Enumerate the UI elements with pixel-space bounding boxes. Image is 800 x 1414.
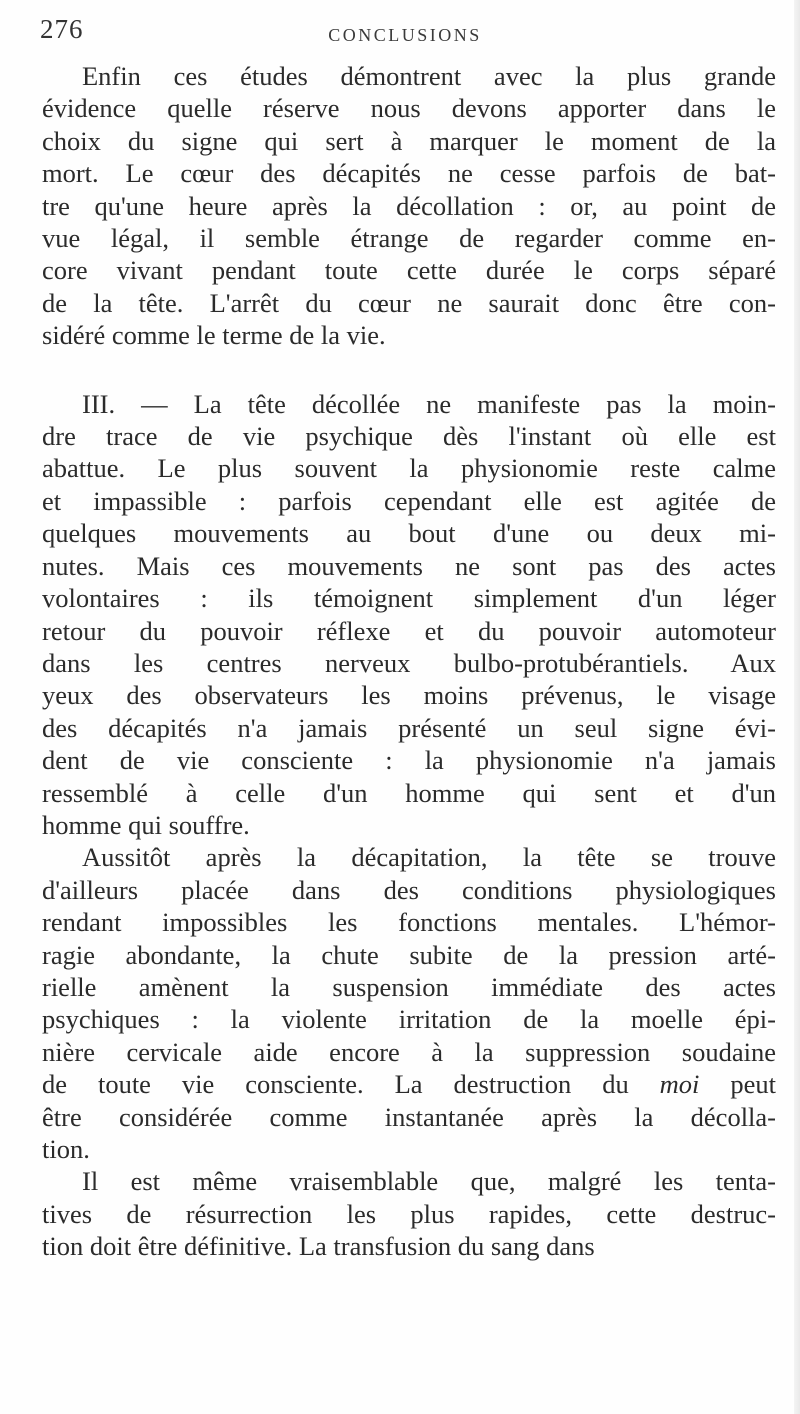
text-line: psychiques : la violente irritation de la moelle épi- xyxy=(42,1004,776,1035)
text-line: et impassible : parfois cependant elle est agitée de xyxy=(42,485,776,516)
page-edge xyxy=(794,0,800,1414)
text-line: sidéré comme le terme de la vie. xyxy=(42,320,386,351)
text-line: choix du signe qui sert à marquer le moment de la xyxy=(42,125,776,156)
text-line: Aussitôt après la décapitation, la tête se trouve xyxy=(82,842,776,873)
text-line: tion doit être définitive. La transfusion du sang dans xyxy=(42,1231,595,1262)
text-line: Il est même vraisemblable que, malgré les tenta- xyxy=(82,1166,776,1197)
text-line: homme qui souffre. xyxy=(42,809,250,840)
text-line: rendant impossibles les fonctions mentales. L'hémor- xyxy=(42,907,776,938)
page-number: 276 xyxy=(40,14,84,44)
text-line: tre qu'une heure après la décollation : or, au point de xyxy=(42,190,776,221)
text-line: III. — La tête décollée ne manifeste pas la moin- xyxy=(82,388,776,419)
text-line: tives de résurrection les plus rapides, cette destruc- xyxy=(42,1198,776,1229)
text-line: core vivant pendant toute cette durée le corps séparé xyxy=(42,255,776,286)
paragraph-3 xyxy=(42,841,776,1165)
text-line: tion. xyxy=(42,1134,90,1164)
text-line: abattue. Le plus souvent la physionomie reste calme xyxy=(42,453,776,484)
text-line: retour du pouvoir réflexe et du pouvoir automoteur xyxy=(42,615,776,646)
text-line: d'ailleurs placée dans des conditions physiologiques xyxy=(42,874,776,905)
text-line: nière cervicale aide encore à la suppression soudaine xyxy=(42,1036,776,1067)
text-line: mort. Le cœur des décapités ne cesse parfois de bat- xyxy=(42,158,776,189)
text-line: volontaires : ils témoignent simplement d'un léger xyxy=(42,583,776,614)
text-line: des décapités n'a jamais présenté un seul signe évi- xyxy=(42,712,776,743)
body-text xyxy=(42,60,776,1263)
paragraph-4 xyxy=(42,1165,776,1262)
paragraph-gap xyxy=(42,352,776,388)
text-line: yeux des observateurs les moins prévenus, le visage xyxy=(42,680,776,711)
text-line: ragie abondante, la chute subite de la pression arté- xyxy=(42,939,776,970)
text-line: dent de vie consciente : la physionomie n'a jamais xyxy=(42,745,776,776)
text-line: dre trace de vie psychique dès l'instant où elle est xyxy=(42,421,776,452)
text-line: ressemblé à celle d'un homme qui sent et d'un xyxy=(42,777,776,808)
text-line: vue légal, il semble étrange de regarder comme en- xyxy=(42,223,776,254)
text-line: quelques mouvements au bout d'une ou deux mi- xyxy=(42,518,776,549)
text-line: de toute vie consciente. La destruction du moi peut xyxy=(42,1069,776,1100)
text-line: évidence quelle réserve nous devons apporter dans le xyxy=(42,93,776,124)
text-line: être considérée comme instantanée après la décolla- xyxy=(42,1101,776,1132)
text-line: dans les centres nerveux bulbo-protubérantiels. Aux xyxy=(42,647,776,678)
text-line: rielle amènent la suspension immédiate des actes xyxy=(42,971,776,1002)
text-line: nutes. Mais ces mouvements ne sont pas des actes xyxy=(42,550,776,581)
running-head: CONCLUSIONS xyxy=(328,25,482,45)
paragraph-1 xyxy=(42,60,776,352)
paragraph-2 xyxy=(42,388,776,842)
text-line: de la tête. L'arrêt du cœur ne saurait donc être con- xyxy=(42,287,776,318)
text-line: Enfin ces études démontrent avec la plus grande xyxy=(82,61,776,91)
